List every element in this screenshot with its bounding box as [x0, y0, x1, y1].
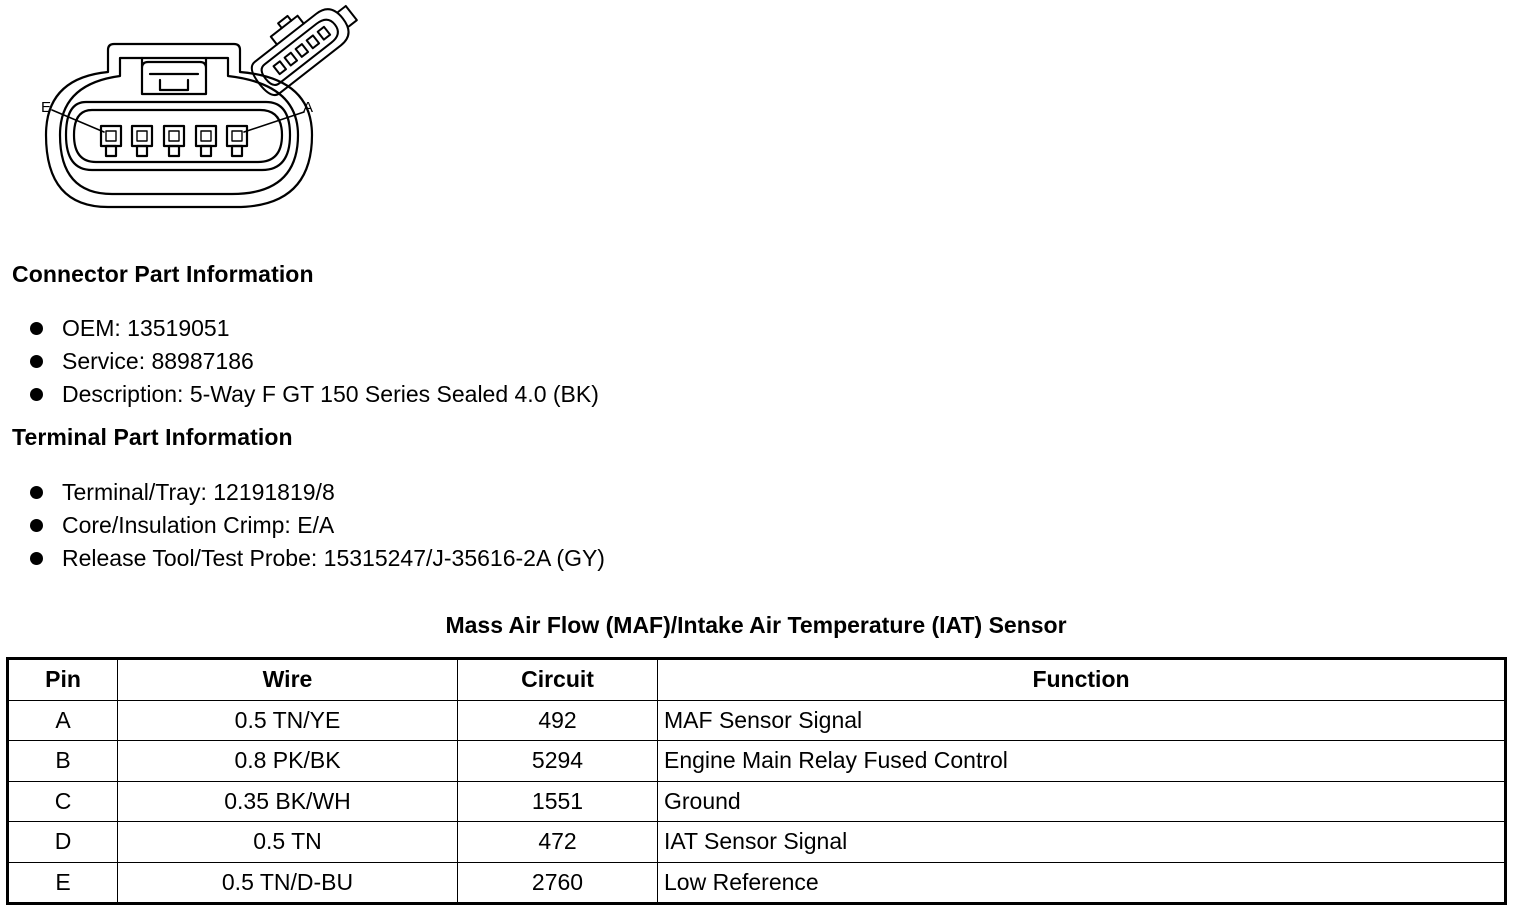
wire-cell: 0.35 BK/WH	[118, 781, 458, 822]
function-cell: MAF Sensor Signal	[658, 700, 1506, 741]
function-cell: Low Reference	[658, 862, 1506, 904]
bullet-icon	[30, 552, 43, 565]
list-item: Terminal/Tray: 12191819/8	[30, 476, 605, 509]
terminal-pin-c	[164, 126, 184, 156]
circuit-cell: 2760	[458, 862, 658, 904]
terminal-pin-e	[101, 126, 121, 156]
column-header-wire: Wire	[118, 659, 458, 701]
column-header-pin: Pin	[8, 659, 118, 701]
list-item: Release Tool/Test Probe: 15315247/J-35616-2A (GY)	[30, 542, 605, 575]
circuit-cell: 472	[458, 822, 658, 863]
bullet-icon	[30, 322, 43, 335]
terminal-cavity-oval	[66, 102, 290, 170]
list-item: Core/Insulation Crimp: E/A	[30, 509, 605, 542]
terminal-part-info-list	[30, 476, 605, 575]
wire-cell: 0.8 PK/BK	[118, 741, 458, 782]
circuit-cell: 1551	[458, 781, 658, 822]
locking-tab	[142, 58, 206, 94]
table-row	[8, 781, 1506, 822]
list-item: OEM: 13519051	[30, 312, 599, 345]
bullet-icon	[30, 519, 43, 532]
pin-label-e: E	[41, 99, 52, 116]
connector-part-info-heading: Connector Part Information	[12, 261, 314, 287]
pin-label-a: A	[303, 99, 314, 116]
terminal-part-info-heading: Terminal Part Information	[12, 424, 293, 450]
pin-cell: D	[8, 822, 118, 863]
terminal-pin-d	[132, 126, 152, 156]
terminal-pin-a	[227, 126, 247, 156]
pin-cell: C	[8, 781, 118, 822]
bullet-icon	[30, 355, 43, 368]
pin-cell: A	[8, 700, 118, 741]
function-cell: IAT Sensor Signal	[658, 822, 1506, 863]
function-cell: Engine Main Relay Fused Control	[658, 741, 1506, 782]
list-item: Service: 88987186	[30, 345, 599, 378]
wire-cell: 0.5 TN/YE	[118, 700, 458, 741]
connector-face-diagram	[0, 0, 380, 220]
column-header-circuit: Circuit	[458, 659, 658, 701]
list-item: Description: 5-Way F GT 150 Series Sealed 4.0 (BK)	[30, 378, 599, 411]
table-row	[8, 741, 1506, 782]
connector-part-info-list	[30, 312, 599, 411]
circuit-cell: 5294	[458, 741, 658, 782]
bullet-icon	[30, 486, 43, 499]
terminal-pin-b	[196, 126, 216, 156]
function-cell: Ground	[658, 781, 1506, 822]
table-header-row	[8, 659, 1506, 701]
circuit-cell: 492	[458, 700, 658, 741]
pinout-table-title: Mass Air Flow (MAF)/Intake Air Temperature (IAT) Sensor	[445, 612, 1067, 638]
terminal-pins	[101, 126, 247, 156]
column-header-function: Function	[658, 659, 1506, 701]
bullet-icon	[30, 388, 43, 401]
pin-cell: E	[8, 862, 118, 904]
wire-cell: 0.5 TN	[118, 822, 458, 863]
table-row	[8, 822, 1506, 863]
wire-cell: 0.5 TN/D-BU	[118, 862, 458, 904]
pin-cell: B	[8, 741, 118, 782]
table-row	[8, 862, 1506, 904]
pinout-table	[6, 657, 1507, 905]
table-row	[8, 700, 1506, 741]
connector-3d-thumbnail	[237, 0, 363, 99]
